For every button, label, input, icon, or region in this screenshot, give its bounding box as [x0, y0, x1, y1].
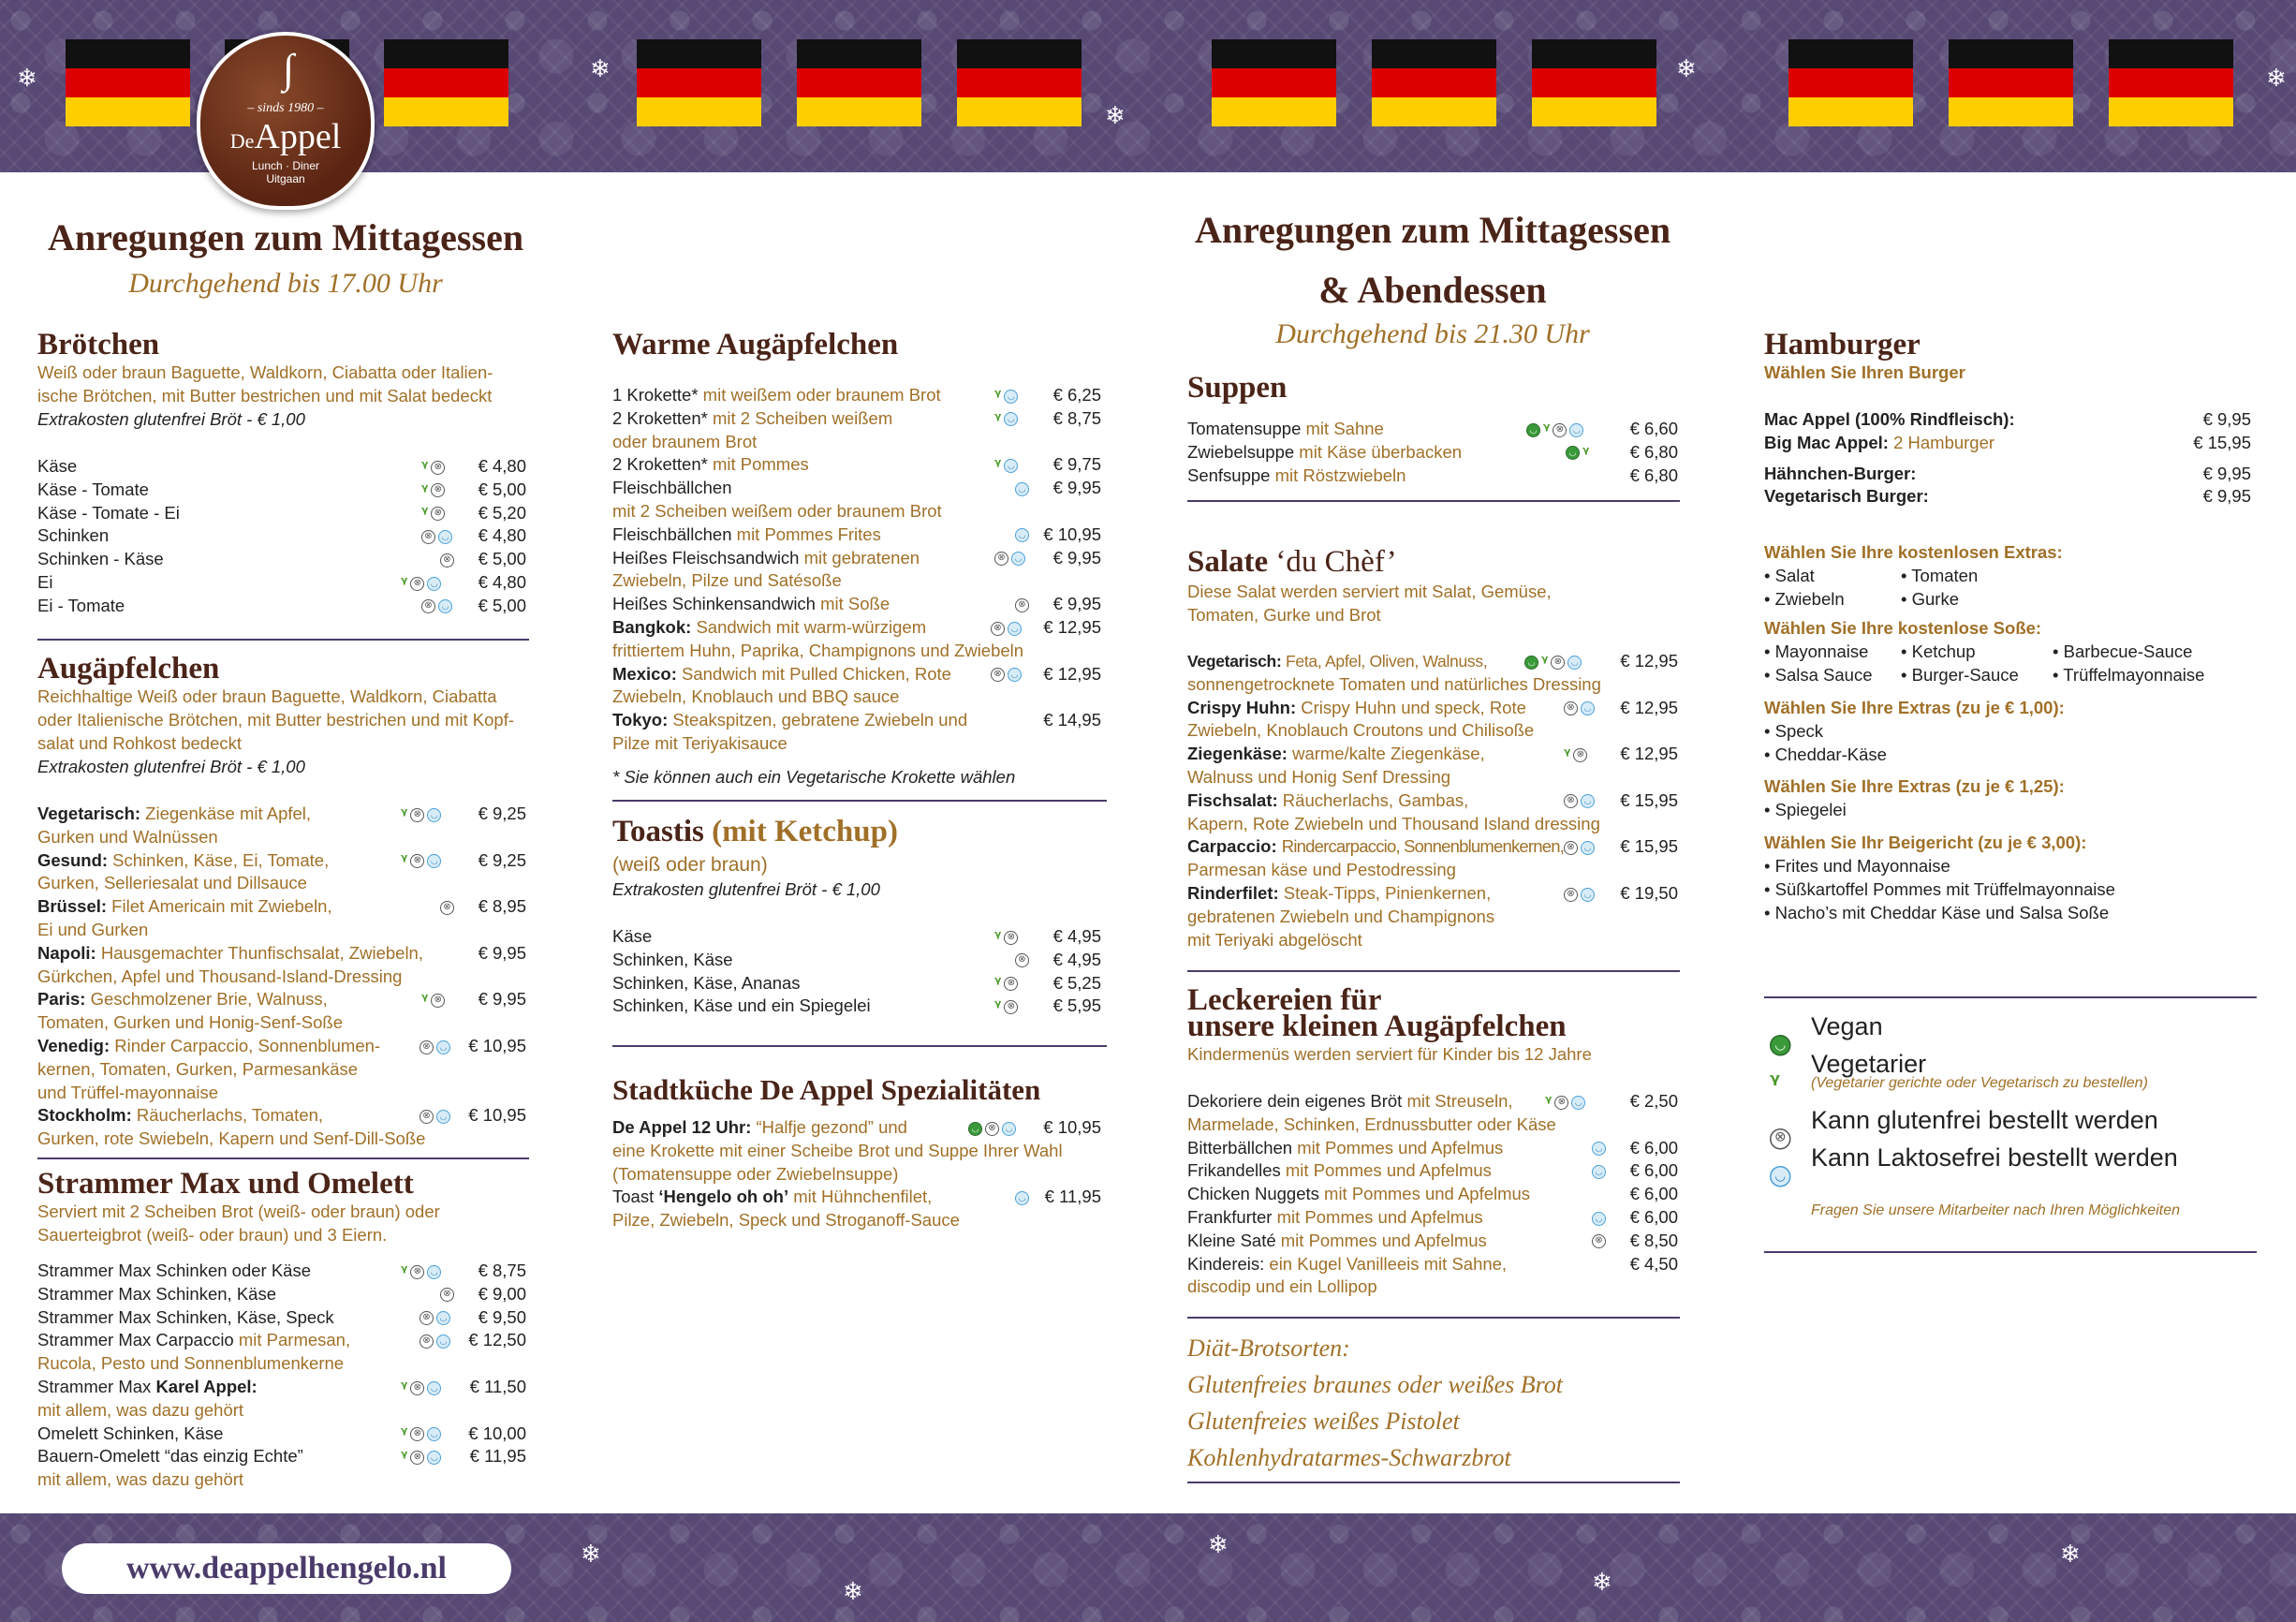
menu-item: Stockholm: Räucherlachs, Tomaten, ⊗ ◡ € 10,95	[37, 1105, 526, 1126]
option-item: • Mayonnaise	[1764, 641, 1869, 661]
menu-item-cont: mit Teriyaki abgelöscht	[1187, 929, 1362, 950]
toastis-sub: (weiß oder braun)	[612, 854, 768, 876]
suppen-list	[1187, 418, 1678, 487]
section-title-hamburger: Hamburger	[1764, 328, 1921, 361]
right-page-title: & Abendessen	[1318, 269, 1547, 311]
menu-item: Mac Appel (100% Rindfleisch): € 9,95	[1764, 409, 2251, 429]
menu-item: Fleischbällchen mit Pommes Frites ◡ € 10,95	[612, 523, 1101, 544]
right-page-title: Anregungen zum Mittagessen	[1194, 209, 1671, 251]
menu-item: Strammer Max Karel Appel: ᵞ ⊗ ◡ € 11,50	[37, 1376, 526, 1397]
broetchen-desc: Weiß oder braun Baguette, Waldkorn, Ciabatta oder Italien-	[37, 362, 493, 382]
snowflake-icon: ❄	[843, 1577, 863, 1605]
left-page-subtitle: Durchgehend bis 17.00 Uhr	[128, 268, 443, 299]
lactose-free-icon: ◡	[1770, 1167, 1791, 1188]
warme-note: * Sie können auch ein Vegetarische Krokette wählen	[612, 767, 1016, 787]
menu-item: Venedig: Rinder Carpaccio, Sonnenblumen- ⊗ ◡ € 10,95	[37, 1035, 526, 1055]
german-flag-icon	[957, 39, 1082, 126]
augapfelchen-list	[37, 803, 526, 1151]
option-item: • Frites und Mayonnaise	[1764, 856, 1950, 876]
snowflake-icon: ❄	[1676, 54, 1697, 82]
salate-list	[1187, 650, 1678, 951]
german-flag-icon	[1949, 39, 2073, 126]
section-divider	[612, 1045, 1107, 1047]
de-appel-logo	[197, 32, 375, 210]
menu-item: Fischsalat: Räucherlachs, Gambas, ⊗ ◡ € 15,95	[1187, 789, 1678, 810]
menu-item-cont: Parmesan käse und Pestodressing	[1187, 860, 1456, 880]
vegetarian-icon: ᵞ	[421, 457, 429, 477]
german-flag-icon	[797, 39, 921, 126]
menu-item: Käse - Tomate - Ei ᵞ ⊗ € 5,20	[37, 502, 526, 525]
menu-item: Mexico: Sandwich mit Pulled Chicken, Rote ⊗ ◡ € 12,95	[612, 663, 1101, 684]
left-page-title: Anregungen zum Mittagessen	[47, 216, 524, 258]
option-item: • Cheddar-Käse	[1764, 745, 1887, 764]
menu-item: Carpaccio: Rindercarpaccio, Sonnenblumenkernen, ⊗ ◡ € 15,95	[1187, 836, 1678, 857]
menu-item-cont: und Trüffel-mayonnaise	[37, 1082, 218, 1102]
section-title-stadt: Stadtküche De Appel Spezialitäten	[612, 1073, 1041, 1106]
legend-vegetarian: ᵞ Vegetarier	[1766, 1045, 2253, 1083]
menu-item: 1 Krokette* mit weißem oder braunem Brot ᵞ ◡ € 6,25	[612, 385, 1101, 406]
menu-item: Tomatensuppe mit Sahne ◡ ᵞ ⊗ ◡ € 6,60	[1187, 419, 1678, 439]
menu-item-cont: Zwiebeln, Knoblauch und BBQ sauce	[612, 686, 900, 707]
extras2-title: Wählen Sie Ihre Extras (zu je € 1,25):	[1764, 776, 2065, 796]
diaet-item: Glutenfreies braunes oder weißes Brot	[1187, 1371, 1564, 1398]
broetchen-list	[37, 455, 526, 618]
hamburger-sub: Wählen Sie Ihren Burger	[1764, 362, 1965, 382]
menu-item: Heißes Fleischsandwich mit gebratenen ⊗ ◡ € 9,95	[612, 547, 1101, 568]
menu-item: Strammer Max Schinken oder Käse ᵞ ⊗ ◡ € 8,75	[37, 1261, 526, 1281]
stadt-list	[612, 1116, 1101, 1232]
menu-item-cont: Pilze, Zwiebeln, Speck und Stroganoff-Sauce	[612, 1210, 960, 1231]
menu-item: Strammer Max Schinken, Käse ⊗ € 9,00	[37, 1283, 526, 1304]
menu-item-cont: mit 2 Scheiben weißem oder braunem Brot	[612, 500, 942, 521]
menu-item: Vegetarisch: Feta, Apfel, Oliven, Walnuss, ◡ ᵞ ⊗ ◡ € 12,95	[1187, 651, 1678, 671]
toastis-extra: Extrakosten glutenfrei Bröt - € 1,00	[612, 879, 880, 899]
diaet-brotsorten	[1187, 1330, 1563, 1476]
menu-item: Bauern-Omelett “das einzig Echte” ᵞ ⊗ ◡ € 11,95	[37, 1446, 526, 1467]
logo-brand: DeAppel	[229, 117, 342, 156]
section-divider	[37, 639, 529, 641]
menu-item-cont: frittiertem Huhn, Paprika, Champignons und Zwiebeln	[612, 640, 1024, 660]
legend-veg-note: (Vegetarier gerichte oder Vegetarisch zu bestellen)	[1811, 1075, 2148, 1091]
augapfelchen-desc: salat und Rohkost bedeckt	[37, 733, 243, 753]
option-item: • Burger-Sauce	[1901, 665, 2019, 685]
menu-item: Vegetarisch Burger: € 9,95	[1764, 486, 2251, 507]
diaet-item: Kohlenhydratarmes-Schwarzbrot	[1187, 1444, 1511, 1471]
menu-item: Bangkok: Sandwich mit warm-würzigem ⊗ ◡ € 12,95	[612, 616, 1101, 637]
menu-item: Schinken, Käse ⊗ € 4,95	[612, 949, 1101, 969]
gluten-free-icon: ⊗	[431, 507, 445, 521]
menu-item: Gesund: Schinken, Käse, Ei, Tomate, ᵞ ⊗ ◡ € 9,25	[37, 849, 526, 871]
menu-item: 2 Kroketten* mit Pommes ᵞ ◡ € 9,75	[612, 454, 1101, 476]
menu-item-cont: Gürkchen, Apfel und Thousand-Island-Dressing	[37, 966, 403, 986]
gluten-free-icon: ⊗	[421, 599, 435, 613]
menu-item: Strammer Max Schinken, Käse, Speck ⊗ ◡ € 9,50	[37, 1306, 526, 1327]
section-divider	[37, 1158, 529, 1159]
sauce-title: Wählen Sie Ihre kostenlose Soße:	[1764, 618, 2042, 638]
german-flag-icon	[1532, 39, 1656, 126]
kinder-list	[1187, 1090, 1678, 1299]
section-title-augapfelchen: Augäpfelchen	[37, 652, 220, 686]
broetchen-desc: ische Brötchen, mit Butter bestrichen und mit Salat bedeckt	[37, 386, 493, 406]
menu-item: Schinken, Käse, Ananas ᵞ ⊗ € 5,25	[612, 972, 1101, 994]
menu-item: Toast ‘Hengelo oh oh’ mit Hühnchenfilet, ◡ € 11,95	[612, 1187, 1101, 1207]
menu-item: Big Mac Appel: 2 Hamburger € 15,95	[1764, 432, 2251, 452]
menu-item-cont: Marmelade, Schinken, Erdnussbutter oder Käse	[1187, 1113, 1556, 1134]
menu-item-cont: mit allem, was dazu gehört	[37, 1399, 244, 1420]
snowflake-icon: ❄	[2060, 1540, 2081, 1568]
vegetarian-icon: ᵞ	[1770, 1069, 1780, 1098]
option-item: • Ketchup	[1901, 641, 1976, 661]
menu-item: Käse ᵞ ⊗ € 4,95	[612, 926, 1101, 947]
menu-item-cont: Rucola, Pesto und Sonnenblumenkerne	[37, 1353, 345, 1374]
german-flag-icon	[1788, 39, 1913, 126]
snowflake-icon: ❄	[1592, 1568, 1612, 1596]
option-item: • Zwiebeln	[1764, 589, 1845, 609]
section-divider	[1187, 970, 1680, 972]
vegan-icon: ◡	[1770, 1036, 1791, 1057]
lactose-free-icon: ◡	[438, 599, 452, 613]
menu-item: Napoli: Hausgemachter Thunfischsalat, Zwiebeln, € 9,95	[37, 942, 526, 963]
menu-item-cont: Pilze mit Teriyakisauce	[612, 732, 787, 753]
menu-item-cont: Walnuss und Honig Senf Dressing	[1187, 766, 1451, 787]
german-flag-icon	[2109, 39, 2233, 126]
toastis-list	[612, 925, 1101, 1018]
menu-item: Hähnchen-Burger: € 9,95	[1764, 463, 2251, 483]
menu-item: Brüssel: Filet Americain mit Zwiebeln, ⊗ € 8,95	[37, 896, 526, 917]
section-divider	[1187, 1482, 1680, 1483]
menu-item: De Appel 12 Uhr: “Halfje gezond” und ◡ ⊗ ◡ € 10,95	[612, 1117, 1101, 1137]
option-item: • Salsa Sauce	[1764, 665, 1873, 685]
gluten-free-icon: ⊗	[1770, 1129, 1791, 1151]
menu-item-cont: kernen, Tomaten, Gurken, Parmesankäse	[37, 1058, 359, 1079]
salate-desc: Tomaten, Gurke und Brot	[1187, 605, 1381, 625]
right-page-subtitle: Durchgehend bis 21.30 Uhr	[1275, 318, 1590, 349]
kinder-desc: Kindermenüs werden serviert für Kinder bis 12 Jahre	[1187, 1044, 1592, 1064]
menu-item: Ei ᵞ ⊗ ◡ € 4,80	[37, 571, 526, 595]
option-item: • Barbecue-Sauce	[2053, 641, 2193, 661]
german-flag-icon	[66, 39, 190, 126]
menu-item-cont: gebratenen Zwiebeln und Champignons	[1187, 906, 1495, 926]
menu-item-cont: eine Krokette mit einer Scheibe Brot und Suppe Ihrer Wahl	[612, 1140, 1063, 1160]
menu-item: Strammer Max Carpaccio mit Parmesan, ⊗ ◡ € 12,50	[37, 1330, 526, 1350]
menu-item-cont: Zwiebeln, Knoblauch Croutons und Chilisoße	[1187, 720, 1535, 741]
german-flag-icon	[1372, 39, 1496, 126]
menu-item: Zwiebelsuppe mit Käse überbacken ◡ ᵞ € 6,80	[1187, 441, 1678, 463]
option-item: • Speck	[1764, 721, 1824, 741]
german-flag-icon	[1212, 39, 1336, 126]
menu-item: Kindereis: ein Kugel Vanilleeis mit Sahne, € 4,50	[1187, 1253, 1678, 1274]
gluten-free-icon: ⊗	[431, 461, 445, 475]
menu-item: Ei - Tomate ⊗ ◡ € 5,00	[37, 595, 526, 615]
snowflake-icon: ❄	[1105, 101, 1126, 129]
logo-tagline: Lunch · Diner Uitgaan	[251, 159, 320, 185]
option-item: • Nacho’s mit Cheddar Käse und Salsa Soße	[1764, 903, 2110, 922]
menu-item-cont: Gurken, Selleriesalat und Dillsauce	[37, 873, 307, 893]
gluten-free-icon: ⊗	[421, 530, 435, 544]
section-divider	[612, 800, 1107, 802]
vegetarian-icon: ᵞ	[401, 573, 408, 593]
menu-item: 2 Kroketten* mit 2 Scheiben weißem ᵞ ◡ € 8,75	[612, 407, 1101, 429]
lactose-free-icon: ◡	[438, 530, 452, 544]
section-divider	[1764, 996, 2257, 998]
legend-vegan: ◡ Vegan	[1766, 1008, 2253, 1045]
snowflake-icon: ❄	[590, 54, 611, 82]
extras1-title: Wählen Sie Ihre Extras (zu je € 1,00):	[1764, 698, 2065, 717]
menu-item-cont: (Tomatensuppe oder Zwiebelnsuppe)	[612, 1163, 899, 1184]
option-item: • Süßkartoffel Pommes mit Trüffelmayonnaise	[1764, 879, 2115, 899]
website-link[interactable]: www.deappelhengelo.nl	[62, 1543, 511, 1594]
menu-item-cont: Gurken, rote Swiebeln, Kapern und Senf-Dill-Soße	[37, 1128, 426, 1149]
snowflake-icon: ❄	[2266, 64, 2287, 92]
menu-item: Rinderfilet: Steak-Tipps, Pinienkernen, ⊗ ◡ € 19,50	[1187, 882, 1678, 903]
menu-item: Schinken, Käse und ein Spiegelei ᵞ ⊗ € 5,95	[612, 995, 1101, 1017]
menu-item-cont: Kapern, Rote Zwiebeln und Thousand Island dressing	[1187, 813, 1600, 833]
strammer-desc: Serviert mit 2 Scheiben Brot (weiß- oder braun) oder	[37, 1202, 440, 1221]
section-title-toastis: Toastis (mit Ketchup)	[612, 815, 898, 848]
menu-item: Senfsuppe mit Röstzwiebeln € 6,80	[1187, 464, 1678, 485]
menu-item: Omelett Schinken, Käse ᵞ ⊗ ◡ € 10,00	[37, 1423, 526, 1444]
section-title-suppen: Suppen	[1187, 371, 1288, 405]
section-title-kinder: Leckereien für unsere kleinen Augäpfelchen	[1187, 983, 1567, 1043]
option-item: • Salat	[1764, 566, 1815, 585]
menu-item-cont: Ei und Gurken	[37, 919, 149, 939]
menu-item: Dekoriere dein eigenes Bröt mit Streuseln, ᵞ ⊗ ◡ € 2,50	[1187, 1091, 1678, 1112]
diaet-item: Glutenfreies weißes Pistolet	[1187, 1408, 1460, 1435]
menu-item-cont: discodip und ein Lollipop	[1187, 1276, 1377, 1297]
vegetarian-icon: ᵞ	[421, 480, 429, 500]
menu-item: Fleischbällchen ◡ € 9,95	[612, 478, 1101, 498]
section-divider	[1764, 1251, 2257, 1253]
menu-item-cont: sonnengetrocknete Tomaten und natürliches Dressing	[1187, 673, 1601, 694]
menu-item: Kleine Saté mit Pommes und Apfelmus ⊗ € 8,50	[1187, 1230, 1678, 1250]
menu-item: Tokyo: Steakspitzen, gebratene Zwiebeln und € 14,95	[612, 710, 1101, 730]
allergen-legend	[1766, 1008, 2253, 1219]
menu-item-cont: Tomaten, Gurken und Honig-Senf-Soße	[37, 1012, 343, 1033]
section-title-strammer: Strammer Max und Omelett	[37, 1167, 414, 1201]
diaet-title: Diät-Brotsorten:	[1187, 1334, 1350, 1362]
snowflake-icon: ❄	[1208, 1530, 1229, 1558]
menu-item: Frikandelles mit Pommes und Apfelmus ◡ € 6,00	[1187, 1160, 1678, 1181]
augapfelchen-extra: Extrakosten glutenfrei Bröt - € 1,00	[37, 757, 305, 776]
salate-desc: Diese Salat werden serviert mit Salat, Gemüse,	[1187, 582, 1552, 601]
german-flag-icon	[637, 39, 761, 126]
menu-item-cont: Gurken und Walnüssen	[37, 826, 218, 847]
legend-lactose-free: ◡ Kann Laktosefrei bestellt werden	[1766, 1139, 2253, 1176]
section-divider	[1187, 1317, 1680, 1319]
menu-item: Paris: Geschmolzener Brie, Walnuss, ᵞ ⊗ € 9,95	[37, 989, 526, 1010]
german-flag-icon	[384, 39, 508, 126]
logo-since: – sinds 1980 –	[247, 101, 324, 115]
menu-item-cont: oder braunem Brot	[612, 431, 758, 451]
menu-item: Frankfurter mit Pommes und Apfelmus ◡ € 6,00	[1187, 1206, 1678, 1227]
warme-list	[612, 384, 1101, 756]
gluten-free-icon: ⊗	[431, 483, 445, 497]
legend-gluten-free: ⊗ Kann glutenfrei bestellt werden	[1766, 1101, 2253, 1139]
snowflake-icon: ❄	[581, 1540, 601, 1568]
menu-item-cont: Zwiebeln, Pilze und Satésoße	[612, 570, 842, 591]
option-item: • Trüffelmayonnaise	[2053, 665, 2205, 685]
section-title-salate: Salate ‘du Chèf’	[1187, 545, 1397, 579]
menu-item: Käse ᵞ ⊗ € 4,80	[37, 455, 526, 479]
side-title: Wählen Sie Ihr Beigericht (zu je € 3,00):	[1764, 833, 2087, 852]
menu-item-cont: mit allem, was dazu gehört	[37, 1469, 244, 1490]
augapfelchen-desc: oder Italienische Brötchen, mit Butter bestrichen und mit Kopf-	[37, 710, 515, 730]
menu-item: Ziegenkäse: warme/kalte Ziegenkäse, ᵞ ⊗ € 12,95	[1187, 744, 1678, 764]
strammer-list	[37, 1260, 526, 1492]
snowflake-icon: ❄	[17, 64, 37, 92]
apple-leaf-icon: ∫	[283, 46, 295, 92]
section-divider	[1187, 500, 1680, 502]
option-item: • Spiegelei	[1764, 800, 1847, 819]
section-title-broetchen: Brötchen	[37, 328, 160, 361]
extras-free-title: Wählen Sie Ihre kostenlosen Extras:	[1764, 542, 2063, 562]
option-item: • Tomaten	[1901, 566, 1979, 585]
menu-item: Schinken ⊗ ◡ € 4,80	[37, 525, 526, 546]
menu-item: Chicken Nuggets mit Pommes und Apfelmus € 6,00	[1187, 1184, 1678, 1204]
menu-item: Crispy Huhn: Crispy Huhn und speck, Rote ⊗ ◡ € 12,95	[1187, 697, 1678, 717]
menu-item: Schinken - Käse ⊗ € 5,00	[37, 549, 526, 569]
menu-item: Käse - Tomate ᵞ ⊗ € 5,00	[37, 479, 526, 502]
augapfelchen-desc: Reichhaltige Weiß oder braun Baguette, Waldkorn, Ciabatta	[37, 686, 497, 706]
hamburger-list	[1764, 408, 2251, 509]
broetchen-extra: Extrakosten glutenfrei Bröt - € 1,00	[37, 409, 305, 429]
option-item: • Gurke	[1901, 589, 1960, 609]
gluten-free-icon: ⊗	[440, 553, 454, 568]
legend-footnote: Fragen Sie unsere Mitarbeiter nach Ihren Möglichkeiten	[1811, 1202, 2180, 1218]
menu-item: Vegetarisch: Ziegenkäse mit Apfel, ᵞ ⊗ ◡ € 9,25	[37, 804, 526, 824]
vegetarian-icon: ᵞ	[421, 504, 429, 523]
menu-item: Heißes Schinkensandwich mit Soße ⊗ € 9,95	[612, 594, 1101, 614]
section-title-warme: Warme Augäpfelchen	[612, 328, 899, 361]
gluten-free-icon: ⊗	[410, 577, 424, 591]
menu-item: Bitterbällchen mit Pommes und Apfelmus ◡ € 6,00	[1187, 1137, 1678, 1158]
strammer-desc: Sauerteigbrot (weiß- oder braun) und 3 Eiern.	[37, 1225, 388, 1245]
lactose-free-icon: ◡	[427, 577, 441, 591]
